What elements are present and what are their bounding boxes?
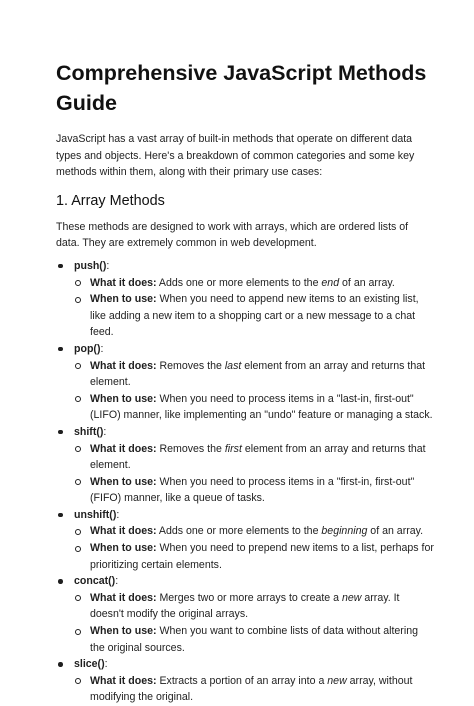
what-text-emphasis: last xyxy=(224,359,242,372)
what-text-pre: Adds one or more elements to the xyxy=(156,276,322,289)
when-label: When to use: xyxy=(90,542,157,555)
method-item-unshift: unshift(): What it does: Adds one or more elements to the beginning of an array. When to use: When you need to prepend new items to a list, perhaps for prioritizing certain elements. xyxy=(56,507,434,573)
what-label: What it does: xyxy=(90,525,157,538)
method-name: shift() xyxy=(74,425,104,438)
when-to-use-item xyxy=(74,391,434,424)
what-text-pre: Removes the xyxy=(156,442,225,455)
when-to-use-item xyxy=(74,474,434,507)
method-list xyxy=(56,258,434,706)
what-text-pre: Merges two or more arrays to create a xyxy=(156,591,342,604)
what-label: What it does: xyxy=(90,674,157,687)
when-to-use-item xyxy=(74,540,434,573)
method-details xyxy=(74,673,434,706)
what-text-post: element from an array and returns that element. xyxy=(90,359,426,389)
what-text-post: array, without modifying the original. xyxy=(90,674,413,704)
section-description: These methods are designed to work with arrays, which are ordered lists of data. They are extremely common in web development. xyxy=(56,220,409,250)
what-text-post: element from an array and returns that element. xyxy=(90,442,426,472)
method-name: concat() xyxy=(74,575,116,588)
what-it-does-item xyxy=(74,441,434,474)
what-it-does-item xyxy=(74,523,434,540)
intro-paragraph: JavaScript has a vast array of built-in methods that operate on different data types and objects. Here's a breakdown of common categories and some key methods within them, along with their primary use cases: xyxy=(56,133,415,179)
when-to-use-item xyxy=(74,291,434,341)
when-text: When you need to prepend new items to a list, perhaps for prioritizing certain elements. xyxy=(90,542,434,571)
when-label: When to use: xyxy=(90,293,157,306)
what-it-does-item xyxy=(74,358,434,391)
what-text-pre: Adds one or more elements to the xyxy=(156,525,322,538)
when-text: When you need to process items in a "first-in, first-out" (FIFO) manner, like a queue of tasks. xyxy=(90,475,415,505)
what-it-does-item xyxy=(74,673,434,706)
method-details xyxy=(74,275,434,341)
method-details xyxy=(74,358,434,424)
what-text-post: of an array. xyxy=(367,525,424,538)
what-text-post: array. It doesn't modify the original arrays. xyxy=(90,591,400,621)
when-label: When to use: xyxy=(90,625,157,638)
method-name: slice() xyxy=(74,658,105,671)
what-text-post: of an array. xyxy=(339,276,395,289)
what-text-pre: Removes the xyxy=(156,359,225,372)
what-label: What it does: xyxy=(90,591,157,604)
method-details xyxy=(74,441,434,507)
method-item-concat: concat(): What it does: Merges two or more arrays to create a new array. It doesn't modify the original arrays. When to use: When you want to combine lists of data without altering the original sources. xyxy=(56,573,434,656)
when-text: When you need to process items in a "last-in, first-out" (LIFO) manner, like implementing an "undo" feature or managing a stack. xyxy=(90,392,433,422)
method-name: unshift() xyxy=(74,508,117,521)
method-item-pop: pop(): What it does: Removes the last element from an array and returns that element. When to use: When you need to process items in a "last-in, first-out" (LIFO) manner, like implementing an "undo" feature or managing a stack. xyxy=(56,341,434,424)
method-name: push() xyxy=(74,259,107,272)
what-text-emphasis: beginning xyxy=(321,525,368,538)
method-item-slice: slice(): What it does: Extracts a portion of an array into a new array, without modifying the original. xyxy=(56,656,434,706)
method-details xyxy=(74,523,434,573)
what-it-does-item xyxy=(74,590,434,623)
what-text-pre: Extracts a portion of an array into a xyxy=(156,674,328,687)
what-it-does-item xyxy=(74,275,434,292)
what-text-emphasis: new xyxy=(341,591,362,604)
what-text-emphasis: new xyxy=(327,674,347,687)
what-label: What it does: xyxy=(90,359,157,372)
when-label: When to use: xyxy=(90,392,157,405)
what-label: What it does: xyxy=(90,442,157,455)
when-text: When you want to combine lists of data without altering the original sources. xyxy=(90,625,418,654)
when-label: When to use: xyxy=(90,475,157,488)
when-to-use-item xyxy=(74,623,434,656)
method-details xyxy=(74,590,434,656)
page-title: Comprehensive JavaScript Methods Guide xyxy=(56,61,427,115)
method-item-push: push(): What it does: Adds one or more elements to the end of an array. When to use: When you need to append new items to an existing list, like adding a new item to a shopping cart or a new message to a chat feed. xyxy=(56,258,434,341)
method-item-shift: shift(): What it does: Removes the first element from an array and returns that element. When to use: When you need to process items in a "first-in, first-out" (FIFO) manner, like a queue of tasks. xyxy=(56,424,434,507)
section-heading-array-methods: 1. Array Methods xyxy=(56,192,165,209)
what-text-emphasis: first xyxy=(224,442,242,455)
what-label: What it does: xyxy=(90,276,157,289)
when-text: When you need to append new items to an existing list, like adding a new item to a shopping cart or a new message to a chat feed. xyxy=(90,293,419,339)
method-name: pop() xyxy=(74,342,101,355)
what-text-emphasis: end xyxy=(321,276,340,289)
